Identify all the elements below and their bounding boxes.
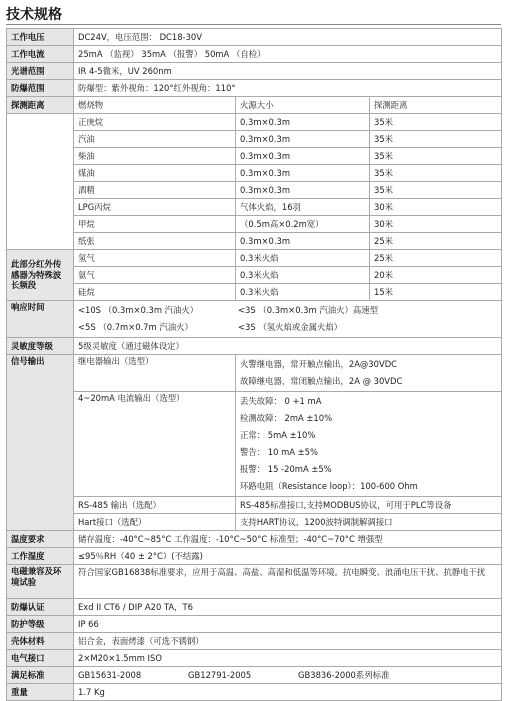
fuel-cell: 酒精: [74, 182, 236, 199]
ma-label: 4~20mA 电流输出（选型）: [74, 392, 236, 497]
rs485-value: RS-485标准接口,支持MODBUS协议，可用于PLC等设备: [236, 497, 502, 514]
row-voltage: [7, 29, 502, 46]
size-cell: 气体火焰，16羽: [236, 199, 370, 216]
value-ip: IP 66: [74, 616, 502, 633]
response-fast-2: <3S （氢火焰或金属火焰）: [238, 322, 343, 332]
distance-row: [7, 216, 502, 233]
label-response: 响应时间: [7, 301, 74, 338]
distance-row: [7, 233, 502, 250]
size-cell: 0.3m×0.3m: [236, 131, 370, 148]
row-ma: [7, 392, 502, 497]
standard-gb3836: GB3836-2000系列标准: [298, 669, 390, 680]
value-spectrum: IR 4-5微米，UV 260nm: [74, 63, 502, 80]
fuel-cell: 氨气: [74, 267, 236, 284]
rs485-label: RS-485 输出（选配）: [74, 497, 236, 514]
ma-lost-fault: 丢失故障： 0 +1 mA: [240, 396, 322, 406]
value-sensitivity: 5级灵敏度（通过磁体设定）: [74, 338, 502, 355]
range-cell: 30米: [370, 216, 502, 233]
range-cell: 15米: [370, 284, 502, 301]
label-signal: 信号输出: [7, 355, 74, 531]
standard-gb12791: GB12791-2005: [188, 669, 252, 680]
size-cell: （0.5m高×0.2m宽）: [236, 216, 370, 233]
row-hart: [7, 514, 502, 531]
row-ip: [7, 616, 502, 633]
range-cell: 35米: [370, 148, 502, 165]
row-humidity: [7, 548, 502, 565]
ma-loop-resistance: 环路电阻（Resistance loop）：100-600 Ohm: [240, 481, 418, 491]
value-shell: 铝合金，表面烤漆（可选不锈钢）: [74, 633, 502, 650]
row-response: [7, 301, 502, 338]
size-cell: 0.3m×0.3m: [236, 114, 370, 131]
row-current: [7, 46, 502, 63]
label-spectrum: 光谱范围: [7, 63, 74, 80]
label-shell: 壳体材料: [7, 633, 74, 650]
ma-normal: 正常： 5mA ±10%: [240, 430, 316, 440]
size-cell: 0.3米火焰: [236, 250, 370, 267]
fuel-cell: 正庚烷: [74, 114, 236, 131]
range-cell: 25米: [370, 250, 502, 267]
label-ir-special: 此部分红外传感器为特殊波长频段: [7, 250, 74, 301]
range-cell: 25米: [370, 233, 502, 250]
size-cell: 0.3米火焰: [236, 284, 370, 301]
row-view: [7, 80, 502, 97]
range-cell: 35米: [370, 165, 502, 182]
label-distance: 探测距离: [7, 97, 74, 114]
label-voltage: 工作电压: [7, 29, 74, 46]
label-emc: 电磁兼容及环境试验: [7, 565, 74, 599]
title-divider: [6, 24, 501, 25]
label-explosion: 防爆认证: [7, 599, 74, 616]
row-sensitivity: [7, 338, 502, 355]
hart-label: Hart接口（选配）: [74, 514, 236, 531]
row-interface: [7, 650, 502, 667]
ir-row: [7, 284, 502, 301]
size-cell: 0.3m×0.3m: [236, 182, 370, 199]
value-current: 25mA （监视） 35mA （报警） 50mA （自检）: [74, 46, 502, 63]
label-sensitivity: 灵敏度等级: [7, 338, 74, 355]
size-cell: 0.3m×0.3m: [236, 165, 370, 182]
ir-row: [7, 250, 502, 267]
size-cell: 0.3m×0.3m: [236, 233, 370, 250]
distance-row: [7, 199, 502, 216]
distance-row: [7, 114, 502, 131]
label-view: 防爆范围: [7, 80, 74, 97]
ma-detect-fault: 检测故障： 2mA ±10%: [240, 413, 333, 423]
row-standards: [7, 667, 502, 684]
value-temp: 储存温度：-40°C~85°C 工作温度：-10°C~50°C 标准型；-40°C~70°C 增强型: [74, 531, 502, 548]
range-cell: 35米: [370, 114, 502, 131]
ir-row: [7, 267, 502, 284]
ma-warning: 警告： 10 mA ±5%: [240, 447, 318, 457]
fuel-cell: 氢气: [74, 250, 236, 267]
fuel-cell: 煤油: [74, 165, 236, 182]
relay-fault: 故障继电器，常闭触点输出，2A @ 30VDC: [240, 376, 403, 386]
relay-label: 继电器输出（选型）: [74, 355, 236, 392]
label-humidity: 工作湿度: [7, 548, 74, 565]
row-temp: [7, 531, 502, 548]
row-rs485: [7, 497, 502, 514]
label-ip: 防护等级: [7, 616, 74, 633]
row-relay: [7, 355, 502, 392]
header-fuel: 燃烧物: [74, 97, 236, 114]
value-weight: 1.7 Kg: [74, 684, 502, 701]
response-standard-2: <5S （0.7m×0.7m 汽油火）: [78, 322, 193, 332]
row-weight: [7, 684, 502, 701]
response-standard-1: <10S （0.3m×0.3m 汽油火）: [78, 305, 199, 315]
label-weight: 重量: [7, 684, 74, 701]
label-interface: 电气接口: [7, 650, 74, 667]
range-cell: 35米: [370, 131, 502, 148]
label-temp: 温度要求: [7, 531, 74, 548]
value-explosion: Exd II CT6 / DIP A20 TA，T6: [74, 599, 502, 616]
value-interface: 2×M20×1.5mm ISO: [74, 650, 502, 667]
ma-values: [236, 392, 502, 497]
row-emc: [7, 565, 502, 599]
range-cell: 20米: [370, 267, 502, 284]
fuel-cell: 甲烷: [74, 216, 236, 233]
value-view: 防爆型：紫外视角：120°红外视角：110°: [74, 80, 502, 97]
header-range: 探测距离: [370, 97, 502, 114]
row-spectrum: [7, 63, 502, 80]
spec-table: [6, 28, 502, 701]
row-explosion: [7, 599, 502, 616]
size-cell: 0.3米火焰: [236, 267, 370, 284]
distance-row: [7, 131, 502, 148]
relay-values: [236, 355, 502, 392]
size-cell: 0.3m×0.3m: [236, 148, 370, 165]
row-shell: [7, 633, 502, 650]
distance-header-row: [7, 97, 502, 114]
distance-label-spacer: [7, 114, 74, 250]
fuel-cell: 纸张: [74, 233, 236, 250]
fuel-cell: LPG丙烷: [74, 199, 236, 216]
fuel-cell: 硅烷: [74, 284, 236, 301]
fuel-cell: 柴油: [74, 148, 236, 165]
hart-value: 支持HART协议，1200波特调制解调接口: [236, 514, 502, 531]
distance-row: [7, 165, 502, 182]
value-response: [74, 301, 502, 338]
label-standards: 满足标准: [7, 667, 74, 684]
standard-gb15631: GB15631-2008: [78, 669, 142, 680]
range-cell: 35米: [370, 182, 502, 199]
label-current: 工作电流: [7, 46, 74, 63]
page-title: 技术规格: [6, 7, 62, 23]
fuel-cell: 汽油: [74, 131, 236, 148]
response-fast-1: <3S （0.3m×0.3m 汽油火）高速型: [238, 305, 378, 315]
value-standards: [74, 667, 502, 684]
header-fire-size: 火源大小: [236, 97, 370, 114]
value-emc: 符合国家GB16838标准要求，应用于高温、高盐、高湿和低温等环境。抗电瞬变、浪涌电压干扰、抗静电干扰: [74, 565, 502, 599]
relay-alarm: 火警继电器，常开触点输出，2A@30VDC: [240, 359, 397, 369]
value-humidity: ≤95％RH（40 ± 2°C）(不结露): [74, 548, 502, 565]
value-voltage: DC24V，电压范围： DC18-30V: [74, 29, 502, 46]
distance-row: [7, 182, 502, 199]
ma-alarm: 报警： 15 -20mA ±5%: [240, 464, 332, 474]
range-cell: 30米: [370, 199, 502, 216]
distance-row: [7, 148, 502, 165]
